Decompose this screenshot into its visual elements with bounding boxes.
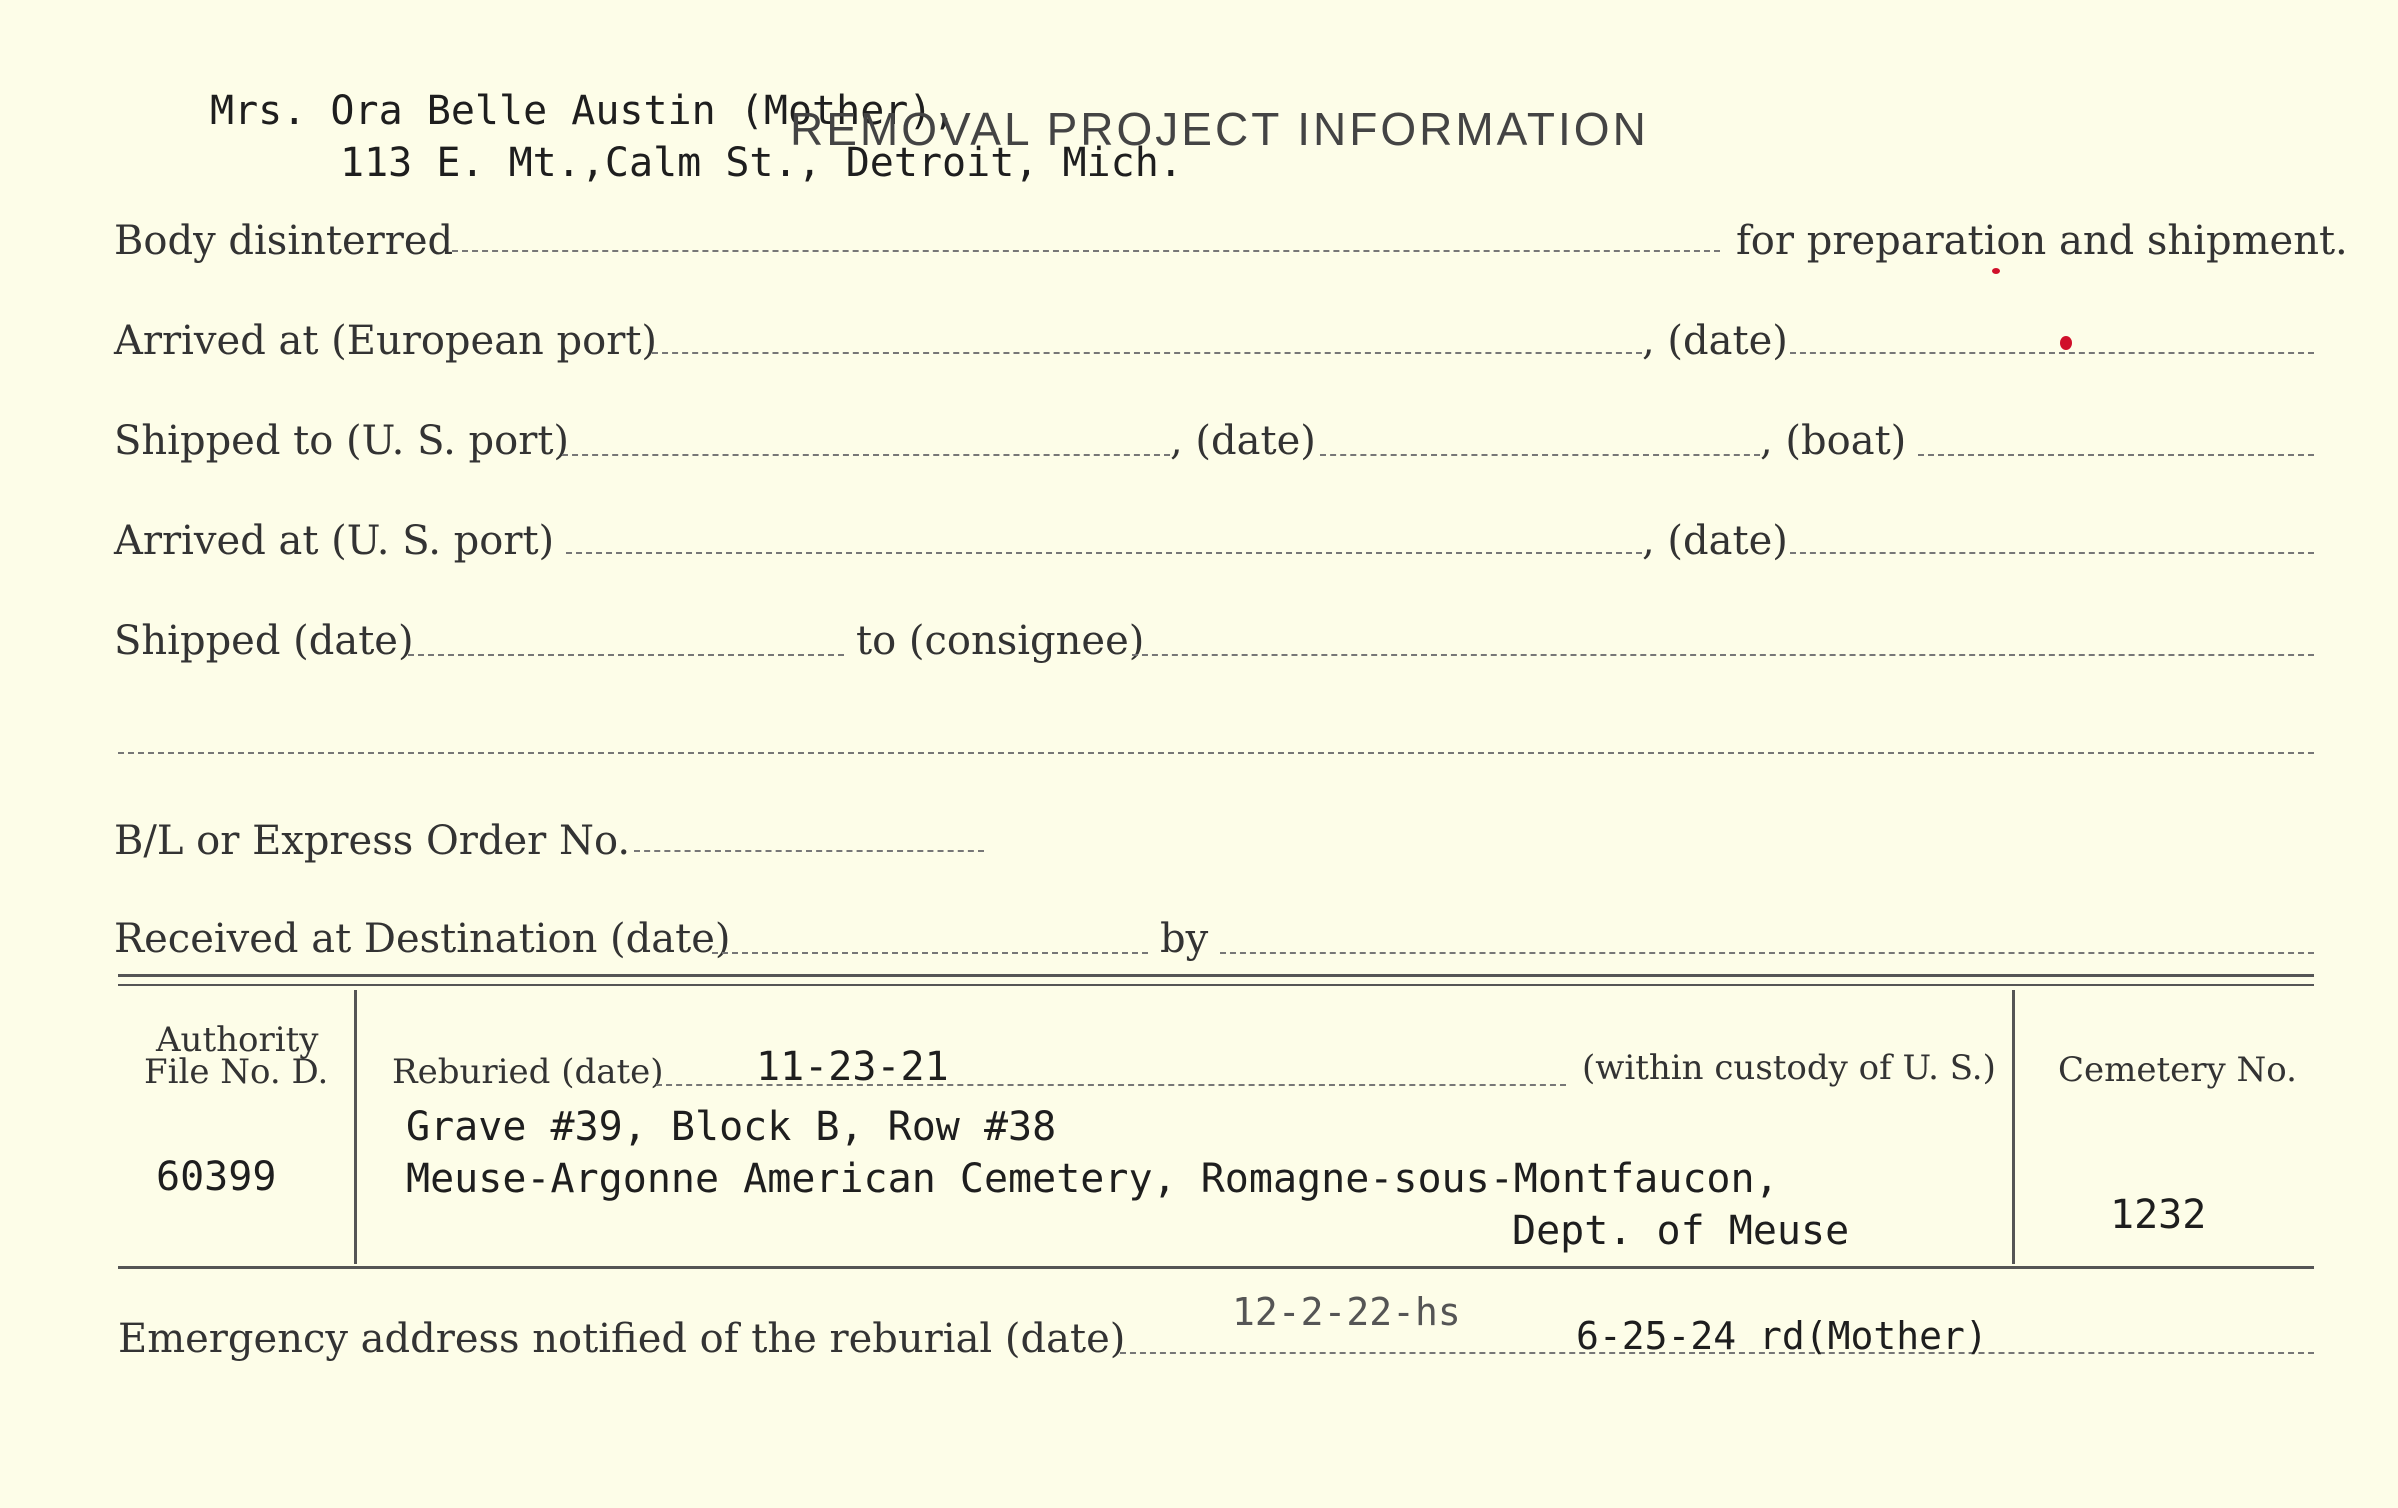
authority-label: Authority: [156, 1020, 319, 1060]
cemetery-number: 1232: [2110, 1192, 2207, 1238]
cemetery-department: Dept. of Meuse: [1512, 1208, 1850, 1254]
ink-spot: [1992, 268, 2000, 274]
label-for-preparation: for preparation and shipment.: [1736, 218, 2348, 264]
blank-date-european[interactable]: [1790, 352, 2314, 354]
label-date-shipped: , (date): [1170, 418, 1316, 464]
label-within-custody: (within custody of U. S.): [1582, 1048, 1996, 1088]
box-top-rule-2: [118, 984, 2314, 986]
label-by: by: [1160, 916, 1209, 962]
box-divider-right: [2012, 990, 2015, 1264]
box-bottom-rule: [118, 1266, 2314, 1269]
blank-date-shipped[interactable]: [1320, 454, 1760, 456]
blank-received-by[interactable]: [1220, 952, 2314, 954]
reburied-date-value: 11-23-21: [756, 1044, 949, 1090]
blank-date-arrived-us[interactable]: [1790, 552, 2314, 554]
blank-us-port[interactable]: [562, 454, 1170, 456]
blank-european-port[interactable]: [652, 352, 1642, 354]
cemetery-no-label: Cemetery No.: [2058, 1050, 2297, 1090]
box-top-rule: [118, 974, 2314, 977]
box-divider-left: [354, 990, 357, 1264]
label-emergency-address: Emergency address notified of the reburial (date): [118, 1316, 1126, 1362]
label-boat: , (boat): [1760, 418, 1907, 464]
label-to-consignee: to (consignee): [856, 618, 1145, 664]
ink-spot: [2060, 336, 2072, 350]
blank-received-date[interactable]: [712, 952, 1148, 954]
file-no-label: File No. D.: [144, 1052, 329, 1092]
blank-consignee-continued[interactable]: [118, 752, 2314, 754]
cemetery-name: Meuse-Argonne American Cemetery, Romagne-sous-Montfaucon,: [406, 1156, 1779, 1202]
label-shipped-to-us-port: Shipped to (U. S. port): [114, 418, 569, 464]
emergency-entry-1: 12-2-22-hs: [1232, 1290, 1461, 1334]
label-reburied-date: Reburied (date): [392, 1052, 664, 1092]
blank-body-disinterred[interactable]: [452, 250, 1720, 252]
addressee-address: 113 E. Mt.,Calm St., Detroit, Mich.: [340, 140, 1183, 186]
blank-shipped-date[interactable]: [408, 654, 844, 656]
authority-file-number: 60399: [156, 1154, 277, 1200]
addressee-name: Mrs. Ora Belle Austin (Mother),: [210, 88, 957, 134]
label-received-destination: Received at Destination (date): [114, 916, 731, 962]
label-date-european: , (date): [1642, 318, 1788, 364]
grave-location: Grave #39, Block B, Row #38: [406, 1104, 1057, 1150]
label-shipped-date: Shipped (date): [114, 618, 414, 664]
label-body-disinterred: Body disinterred: [114, 218, 454, 264]
label-date-arrived-us: , (date): [1642, 518, 1788, 564]
blank-consignee[interactable]: [1132, 654, 2314, 656]
form-title: REMOVAL PROJECT INFORMATION: [790, 103, 1649, 155]
blank-boat[interactable]: [1918, 454, 2314, 456]
emergency-entry-2: 6-25-24 rd(Mother): [1576, 1314, 1988, 1358]
label-arrived-us-port: Arrived at (U. S. port): [114, 518, 555, 564]
label-arrived-european-port: Arrived at (European port): [114, 318, 658, 364]
blank-arrived-us-port[interactable]: [566, 552, 1642, 554]
blank-bl-express[interactable]: [634, 850, 984, 852]
label-bl-express: B/L or Express Order No.: [114, 818, 631, 864]
